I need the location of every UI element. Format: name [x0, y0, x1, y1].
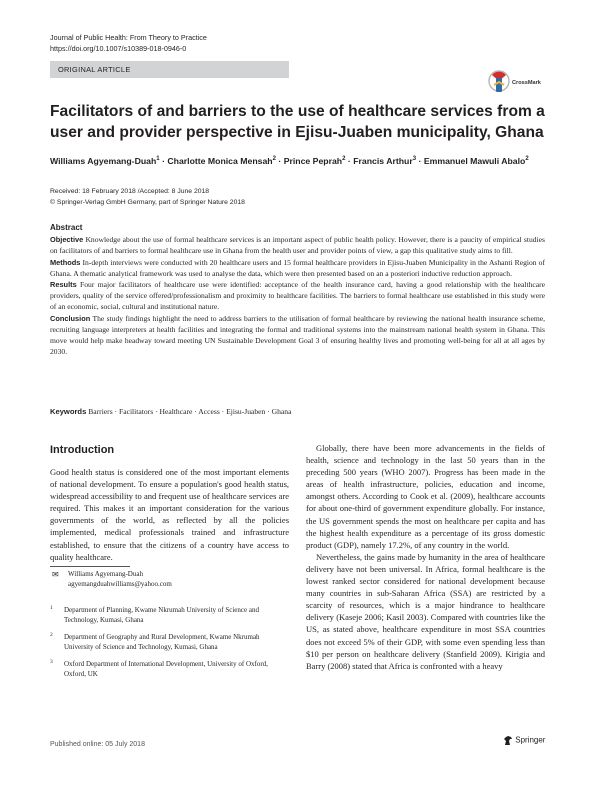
conclusion-label: Conclusion	[50, 313, 91, 323]
results-text: Four major facilitators of healthcare use were identified: acceptance of the health insurance card, having a good relationship with the healthcare providers, quality of the service offered/professionalism and proximity to healthcare facilities. The barriers to formal healthcare use established in this study were of an economic, social, cultural and institutional nature.	[50, 280, 546, 312]
abstract-section	[50, 222, 545, 357]
published-online: Published online: 05 July 2018	[50, 741, 145, 748]
author-name[interactable]: Francis Arthur	[353, 156, 413, 166]
copyright-text: Springer-Verlag GmbH Germany, part of Springer Nature 2018	[56, 199, 245, 206]
results-label: Results	[50, 280, 77, 290]
affiliation-number: 1	[50, 605, 53, 611]
objective-text: Knowledge about the use of formal healthcare services is an important aspect of public health policy. However, there is a paucity of empirical studies on facilitators of and barriers to formal healthcare use in Ghana from the health user and provider points of view, a gap this qualitative study aims to fill.	[50, 235, 545, 256]
author-affil-num: 1	[156, 156, 160, 163]
article-type-band	[50, 61, 289, 78]
journal-name: Journal of Public Health: From Theory to Practice	[50, 33, 207, 42]
copyright-symbol: ©	[50, 199, 56, 206]
intro-paragraph: Globally, there have been more advancements in the fields of health, science and technology in the last 50 years than in the preceding 500 years (WHO 2007). Progress has been made in the areas of health infrastructure, policies, education and income, amongst others. According to Cook et al. (2009), healthcare accounts for about one-third of government expenditure globally. For instance, the US government spends the most on healthcare per capita and has the highest health expenditure as a percentage of its gross domestic product (GDP), namely 17.2%, of any country in the world.	[306, 443, 545, 550]
author-name[interactable]: Emmanuel Mawuli Abalo	[423, 156, 526, 166]
affiliation-number: 2	[50, 632, 53, 638]
left-column	[50, 466, 289, 563]
methods-label: Methods	[50, 257, 81, 267]
crossmark-icon	[488, 70, 510, 94]
article-type: ORIGINAL ARTICLE	[58, 65, 131, 74]
doi-link[interactable]: https://doi.org/10.1007/s10389-018-0946-0	[50, 44, 187, 53]
journal-header	[50, 32, 207, 54]
intro-paragraph: Nevertheless, the gains made by humanity in the area of healthcare delivery have not been universal. In Africa, formal healthcare is the lowest ranked sector considered for national development because many countries in sub-Saharan Africa (SSA) are restricted by a scarcity of resources, which is a major hindrance to healthcare delivery (Kaseje 2006; Kasil 2003). Compared with countries like the US, as stated above, healthcare expenditure in most SSA countries does not exceed 5% of their GDP, with some even spending less than $10 per person on healthcare delivery (Stanfield 2009). Kirigia and Barry (2008) stated that Africa is confronted with a heavy	[306, 551, 545, 671]
abstract-objective	[50, 234, 545, 256]
keywords-text: Barriers · Facilitators · Healthcare · Access · Ejisu-Juaben · Ghana	[88, 407, 292, 416]
publisher-name: Springer	[515, 735, 546, 745]
footnote-divider	[50, 566, 130, 567]
author-affil-num: 3	[412, 156, 417, 163]
abstract-results	[50, 279, 545, 313]
methods-text: In-depth interviews were conducted with 20 healthcare users and 15 formal healthcare providers in Ejisu-Juaben Municipality in the Ashanti Region of Ghana. A thematic analytical framework was used to analyse the data, which were then presented based on an a posteriori inductive reduction approach.	[50, 257, 545, 278]
crossmark-badge[interactable]	[488, 70, 548, 96]
publisher-logo	[503, 735, 545, 746]
abstract-heading: Abstract	[50, 223, 83, 232]
author-affil-num: 2	[342, 156, 346, 163]
affiliation-number: 3	[50, 659, 53, 665]
author-name[interactable]: Prince Peprah	[283, 156, 343, 166]
author-affil-num: 2	[272, 156, 276, 163]
keywords-line	[50, 407, 291, 416]
abstract-conclusion	[50, 313, 545, 358]
intro-paragraph: Good health status is considered one of the most important elements of national development. To ensure a population's good health status, widespread accessibility to and frequent use of healthcare services are required. This makes it an important consideration for the various governments of the world, as reflected by all the policies implemented, medical professionals trained and infrastructure established, to ensure that the citizens of a country have access to quality healthcare.	[50, 467, 289, 562]
conclusion-text: The study findings highlight the need to address barriers to the utilisation of formal healthcare by reviewing the national health insurance scheme, recruiting language interpreters at health facilities and integrating the formal and traditional systems into the mainstream national health system in Ghana. This move would help make headway toward meeting UN Sustainable Development Goal 3 of ensuring healthy lives and promoting well-being for all at all ages by 2030.	[50, 313, 545, 357]
affiliation-text: Department of Planning, Kwame Nkrumah University of Science and Technology, Kumasi, Ghana	[64, 606, 259, 624]
article-dates	[50, 186, 245, 208]
objective-label: Objective	[50, 235, 84, 245]
envelope-icon: ✉	[52, 570, 59, 579]
affiliation-text: Oxford Department of International Development, University of Oxford, Oxford, UK	[64, 660, 268, 678]
author-name[interactable]: Charlotte Monica Mensah	[167, 156, 273, 166]
author-list: Williams Agyemang-Duah$^1$ · Charlotte Monica Mensah$^2$ · Prince Peprah$^2$ · Francis Arthur$^3$ · Emmanuel Mawuli Abalo$^2$	[50, 156, 529, 166]
received-accepted: Received: 18 February 2018 /Accepted: 8 June 2018	[50, 188, 210, 195]
affiliation-text: Department of Geography and Rural Development, Kwame Nkrumah University of Science and Technology, Kumasi, Ghana	[64, 633, 260, 651]
introduction-heading: Introduction	[50, 444, 115, 456]
crossmark-label: CrossMark	[512, 80, 541, 86]
right-column	[306, 442, 545, 672]
abstract-methods	[50, 257, 545, 279]
article-title: Facilitators of and barriers to the use of healthcare services from a user and provider perspective in Ejisu-Juaben municipality, Ghana	[50, 103, 545, 141]
author-affil-num: 2	[525, 156, 529, 163]
corresponding-email[interactable]: agyemangduahwilliams@yahoo.com	[68, 580, 172, 588]
copyright-line	[50, 197, 245, 208]
corresponding-author: Williams Agyemang-Duah	[68, 570, 143, 578]
keywords-label: Keywords	[50, 407, 87, 416]
author-name[interactable]: Williams Agyemang-Duah	[50, 156, 157, 166]
springer-horse-icon	[503, 735, 513, 746]
